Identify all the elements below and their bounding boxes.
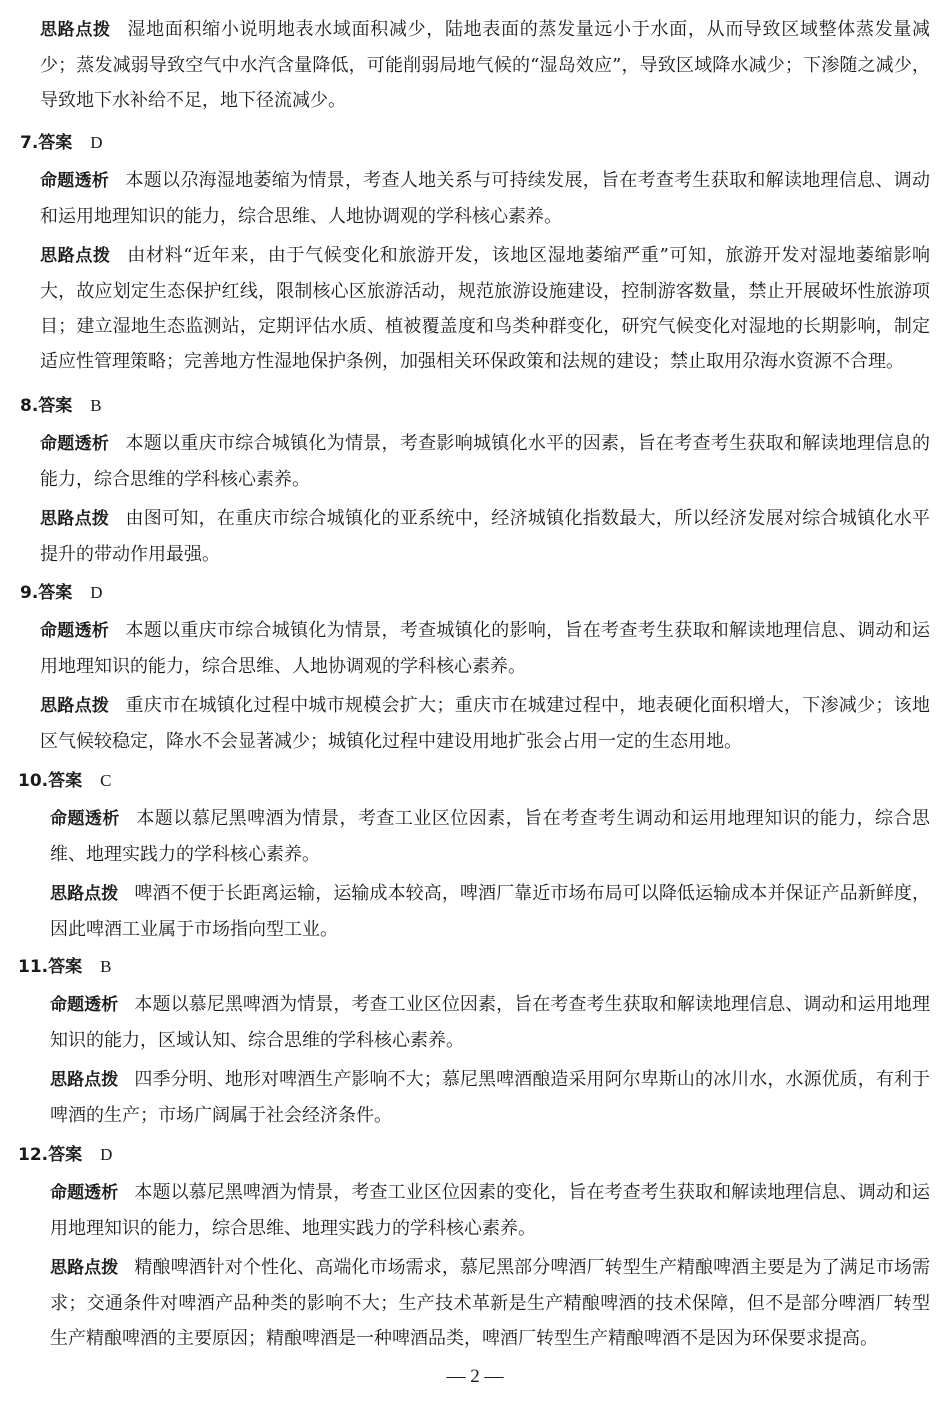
answer-label: 答案 bbox=[38, 583, 73, 603]
hint-label: 思路点拨 bbox=[40, 246, 111, 266]
top-hint-paragraph bbox=[40, 12, 930, 118]
answer-letter: B bbox=[100, 957, 112, 976]
answer-label: 答案 bbox=[48, 771, 83, 791]
hint-label: 思路点拨 bbox=[50, 884, 119, 904]
q10-answer-line: 10.答案 C bbox=[18, 771, 112, 791]
answer-letter: C bbox=[100, 771, 112, 790]
intent-label: 命题透析 bbox=[50, 995, 119, 1015]
hint-text: 湿地面积缩小说明地表水域面积减少，陆地表面的蒸发量远小于水面，从而导致区域整体蒸发量减少；蒸发减弱导致空气中水汽含量降低，可能削弱局地气候的“湿岛效应”，导致区域降水减少；下渗随之减少，导致地下水补给不足，地下径流减少。 bbox=[40, 19, 931, 111]
hint-text: 由图可知，在重庆市综合城镇化的亚系统中，经济城镇化指数最大，所以经济发展对综合城镇化水平提升的带动作用最强。 bbox=[40, 508, 931, 565]
page-number: — 2 — bbox=[446, 1366, 504, 1387]
q7-intent-paragraph bbox=[40, 163, 930, 234]
intent-text: 本题以重庆市综合城镇化为情景，考查影响城镇化水平的因素，旨在考查考生获取和解读地理信息的能力，综合思维的学科核心素养。 bbox=[40, 433, 931, 490]
hint-label: 思路点拨 bbox=[40, 20, 111, 40]
q8-intent-paragraph bbox=[40, 426, 930, 497]
q9-intent-paragraph bbox=[40, 613, 930, 684]
answer-letter: D bbox=[100, 1145, 113, 1164]
answer-letter: D bbox=[90, 583, 103, 602]
intent-label: 命题透析 bbox=[50, 809, 120, 829]
q11-intent-paragraph bbox=[50, 987, 930, 1058]
intent-text: 本题以慕尼黑啤酒为情景，考查工业区位因素，旨在考查考生获取和解读地理信息、调动和运用地理知识的能力，区域认知、综合思维的学科核心素养。 bbox=[50, 994, 931, 1051]
q7-hint-paragraph bbox=[40, 238, 930, 379]
q12-answer-line: 12.答案 D bbox=[18, 1145, 113, 1165]
hint-text: 啤酒不便于长距离运输，运输成本较高，啤酒厂靠近市场布局可以降低运输成本并保证产品新鲜度，因此啤酒工业属于市场指向型工业。 bbox=[50, 883, 931, 940]
hint-text: 精酿啤酒针对个性化、高端化市场需求，慕尼黑部分啤酒厂转型生产精酿啤酒主要是为了满足市场需求；交通条件对啤酒产品种类的影响不大；生产技术革新是生产精酿啤酒的技术保障，但不是部分啤酒厂转型生产精酿啤酒的主要原因；精酿啤酒是一种啤酒品类，啤酒厂转型生产精酿啤酒不是因为环保要求提高。 bbox=[50, 1257, 931, 1349]
answer-label: 答案 bbox=[38, 396, 73, 416]
intent-label: 命题透析 bbox=[40, 434, 110, 454]
hint-label: 思路点拨 bbox=[40, 509, 110, 529]
q12-hint-paragraph bbox=[50, 1250, 930, 1356]
q11-answer-line: 11.答案 B bbox=[18, 957, 112, 977]
intent-label: 命题透析 bbox=[50, 1183, 119, 1203]
q10-intent-paragraph bbox=[50, 801, 930, 872]
hint-label: 思路点拨 bbox=[40, 696, 110, 716]
answer-letter: B bbox=[90, 396, 102, 415]
q8-hint-paragraph bbox=[40, 501, 930, 572]
intent-text: 本题以尕海湿地萎缩为情景，考查人地关系与可持续发展，旨在考查考生获取和解读地理信息、调动和运用地理知识的能力，综合思维、人地协调观的学科核心素养。 bbox=[40, 170, 931, 227]
q8-answer-line: 8.答案 B bbox=[20, 396, 102, 416]
q11-hint-paragraph bbox=[50, 1062, 930, 1133]
hint-text: 重庆市在城镇化过程中城市规模会扩大；重庆市在城建过程中，地表硬化面积增大，下渗减少；该地区气候较稳定，降水不会显著减少；城镇化过程中建设用地扩张会占用一定的生态用地。 bbox=[40, 695, 931, 752]
q12-intent-paragraph bbox=[50, 1175, 930, 1246]
hint-label: 思路点拨 bbox=[50, 1258, 119, 1278]
intent-label: 命题透析 bbox=[40, 621, 110, 641]
answer-letter: D bbox=[90, 133, 103, 152]
answer-label: 答案 bbox=[38, 133, 73, 153]
hint-text: 四季分明、地形对啤酒生产影响不大；慕尼黑啤酒酿造采用阿尔卑斯山的冰川水，水源优质，有利于啤酒的生产；市场广阔属于社会经济条件。 bbox=[50, 1069, 931, 1126]
intent-label: 命题透析 bbox=[40, 171, 110, 191]
intent-text: 本题以慕尼黑啤酒为情景，考查工业区位因素的变化，旨在考查考生获取和解读地理信息、调动和运用地理知识的能力，综合思维、地理实践力的学科核心素养。 bbox=[50, 1182, 931, 1239]
q9-hint-paragraph bbox=[40, 688, 930, 759]
q7-answer-line: 7.答案 D bbox=[20, 133, 103, 153]
intent-text: 本题以重庆市综合城镇化为情景，考查城镇化的影响，旨在考查考生获取和解读地理信息、调动和运用地理知识的能力，综合思维、人地协调观的学科核心素养。 bbox=[40, 620, 931, 677]
hint-label: 思路点拨 bbox=[50, 1070, 119, 1090]
intent-text: 本题以慕尼黑啤酒为情景，考查工业区位因素，旨在考查考生调动和运用地理知识的能力，综合思维、地理实践力的学科核心素养。 bbox=[50, 808, 930, 865]
answer-label: 答案 bbox=[48, 957, 83, 977]
q10-hint-paragraph bbox=[50, 876, 930, 947]
q9-answer-line: 9.答案 D bbox=[20, 583, 103, 603]
hint-text: 由材料“近年来，由于气候变化和旅游开发，该地区湿地萎缩严重”可知，旅游开发对湿地萎缩影响大，故应划定生态保护红线，限制核心区旅游活动，规范旅游设施建设，控制游客数量，禁止开展破坏性旅游项目；建立湿地生态监测站，定期评估水质、植被覆盖度和鸟类种群变化，研究气候变化对湿地的长期影响，制定适应性管理策略；完善地方性湿地保护条例，加强相关环保政策和法规的建设；禁止取用尕海水资源不合理。 bbox=[40, 245, 931, 372]
answer-label: 答案 bbox=[48, 1145, 83, 1165]
